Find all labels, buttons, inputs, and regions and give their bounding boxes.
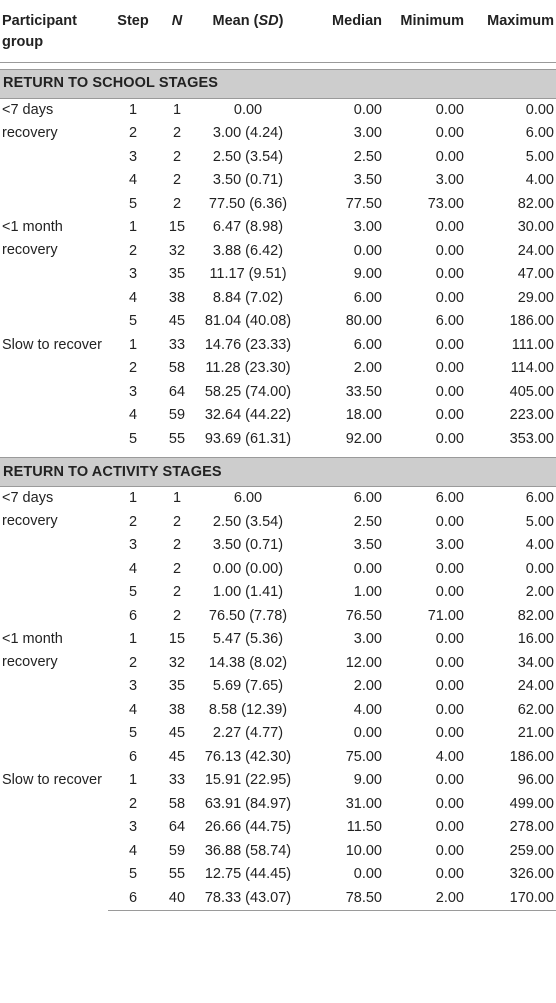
spacer-cell (0, 62, 556, 69)
minimum-cell: 0.00 (435, 842, 464, 859)
n-cell: 64 (168, 383, 186, 400)
median-cell: 76.50 (345, 607, 382, 624)
header-mean-close: ) (278, 13, 284, 29)
n-cell: 33 (168, 336, 186, 353)
median-cell: 0.00 (353, 101, 382, 118)
median-cell: 92.00 (345, 430, 382, 447)
n-cell: 33 (168, 772, 186, 789)
minimum-cell: 3.00 (435, 537, 464, 554)
mean-sd-cell: 5.69 (7.65) (212, 678, 284, 695)
median-cell: 11.50 (346, 819, 382, 836)
minimum-cell: 0.00 (435, 125, 464, 142)
mean-sd-cell: 6.47 (8.98) (212, 219, 284, 236)
n-cell: 2 (172, 560, 182, 577)
participant-group-cell: <1 month recovery (2, 631, 63, 670)
table-row (0, 769, 556, 793)
n-cell: 58 (168, 360, 186, 377)
mean-sd-cell: 12.75 (44.45) (204, 866, 292, 883)
median-cell: 3.00 (353, 125, 382, 142)
n-cell: 40 (158, 887, 196, 911)
table-row (0, 98, 556, 122)
minimum-cell: 0.00 (435, 430, 464, 447)
minimum-cell: 0.00 (435, 631, 464, 648)
median-cell: 2.00 (353, 678, 382, 695)
n-cell: 1 (172, 101, 182, 118)
mean-sd-cell: 93.69 (61.31) (204, 430, 292, 447)
mean-sd-cell: 5.47 (5.36) (212, 631, 284, 648)
table-row (0, 334, 556, 358)
participant-group-cell: <7 days recovery (2, 490, 58, 529)
n-cell: 2 (172, 148, 182, 165)
mean-sd-cell: 26.66 (44.75) (204, 819, 292, 836)
step-cell: 3 (128, 383, 138, 400)
step-cell: 2 (128, 125, 138, 142)
median-cell: 0.00 (353, 725, 382, 742)
maximum-cell: 24.00 (517, 242, 554, 259)
minimum-cell: 0.00 (435, 289, 464, 306)
header-n (158, 0, 196, 62)
minimum-cell: 73.00 (427, 195, 464, 212)
step-cell: 5 (128, 195, 138, 212)
median-cell: 9.00 (353, 772, 382, 789)
n-cell: 2 (172, 172, 182, 189)
median-cell: 3.50 (353, 537, 382, 554)
minimum-cell: 0.00 (435, 242, 464, 259)
maximum-cell: 5.00 (525, 148, 554, 165)
mean-sd-cell: 3.50 (0.71) (212, 172, 284, 189)
median-cell: 77.50 (345, 195, 382, 212)
median-cell: 4.00 (353, 701, 382, 718)
step-cell: 5 (128, 313, 138, 330)
maximum-cell: 259.00 (509, 842, 554, 859)
mean-sd-cell: 81.04 (40.08) (204, 313, 292, 330)
median-cell: 80.00 (345, 313, 382, 330)
maximum-cell: 0.00 (525, 101, 554, 118)
n-cell: 2 (172, 607, 182, 624)
median-cell: 0.00 (353, 242, 382, 259)
median-cell: 18.00 (345, 407, 382, 424)
maximum-cell: 34.00 (517, 654, 554, 671)
n-cell: 2 (172, 584, 182, 601)
minimum-cell: 0.00 (435, 360, 464, 377)
mean-sd-cell: 14.76 (23.33) (204, 336, 292, 353)
n-cell: 2 (172, 537, 182, 554)
mean-sd-cell: 63.91 (84.97) (204, 795, 292, 812)
minimum-cell: 0.00 (435, 383, 464, 400)
median-cell: 31.00 (345, 795, 382, 812)
mean-sd-cell: 11.17 (9.51) (209, 266, 287, 283)
header-mean-label: Mean ( (212, 13, 259, 29)
n-cell: 55 (168, 430, 186, 447)
mean-sd-cell: 8.58 (12.39) (208, 701, 288, 718)
step-cell: 3 (128, 148, 138, 165)
maximum-cell: 6.00 (525, 490, 554, 507)
maximum-cell: 16.00 (517, 631, 554, 648)
minimum-cell: 0.00 (435, 772, 464, 789)
n-cell: 32 (168, 242, 186, 259)
maximum-cell: 6.00 (525, 125, 554, 142)
header-step: Step (108, 0, 158, 62)
n-cell: 38 (168, 289, 186, 306)
step-cell: 1 (128, 219, 138, 236)
step-cell: 4 (128, 289, 138, 306)
header-participant-group: Participant group (0, 0, 108, 62)
section-header-row (0, 69, 556, 98)
mean-sd-cell: 32.64 (44.22) (204, 407, 292, 424)
minimum-cell: 0.00 (435, 266, 464, 283)
minimum-cell: 0.00 (435, 654, 464, 671)
minimum-cell: 0.00 (435, 336, 464, 353)
mean-sd-cell: 36.88 (58.74) (204, 842, 292, 859)
step-cell: 1 (128, 101, 138, 118)
header-n-label: N (171, 13, 183, 29)
minimum-cell: 0.00 (435, 101, 464, 118)
median-cell: 75.00 (345, 748, 382, 765)
step-cell: 3 (128, 678, 138, 695)
mean-sd-cell: 6.00 (233, 490, 263, 507)
mean-sd-cell: 2.27 (4.77) (212, 725, 284, 742)
header-median: Median (300, 0, 384, 62)
step-cell: 4 (128, 701, 138, 718)
header-minimum: Minimum (384, 0, 466, 62)
table-row (0, 216, 556, 240)
median-cell: 6.00 (353, 289, 382, 306)
maximum-cell: 2.00 (525, 584, 554, 601)
step-cell: 2 (128, 242, 138, 259)
median-cell: 78.50 (300, 887, 384, 911)
step-cell: 2 (128, 360, 138, 377)
participant-group-cell: Slow to recover (2, 772, 102, 788)
median-cell: 6.00 (353, 490, 382, 507)
minimum-cell: 0.00 (435, 407, 464, 424)
n-cell: 2 (172, 125, 182, 142)
step-cell: 4 (128, 407, 138, 424)
median-cell: 0.00 (353, 866, 382, 883)
step-cell: 1 (128, 631, 138, 648)
step-cell: 6 (128, 607, 138, 624)
maximum-cell: 186.00 (509, 748, 554, 765)
n-cell: 15 (168, 631, 186, 648)
step-cell: 6 (128, 748, 138, 765)
mean-sd-cell: 11.28 (23.30) (205, 360, 291, 377)
step-cell: 5 (128, 725, 138, 742)
step-cell: 2 (128, 654, 138, 671)
step-cell: 6 (108, 887, 158, 911)
mean-sd-cell: 0.00 (0.00) (212, 560, 284, 577)
mean-sd-cell: 14.38 (8.02) (208, 654, 288, 671)
table-body (0, 62, 556, 911)
step-cell: 2 (128, 513, 138, 530)
minimum-cell: 0.00 (435, 819, 464, 836)
section-title: RETURN TO ACTIVITY STAGES (0, 458, 556, 487)
n-cell: 58 (168, 795, 186, 812)
maximum-cell: 326.00 (509, 866, 554, 883)
n-cell: 45 (168, 725, 186, 742)
median-cell: 9.00 (353, 266, 382, 283)
maximum-cell: 114.00 (510, 360, 554, 377)
maximum-cell: 353.00 (509, 430, 554, 447)
step-cell: 1 (128, 772, 138, 789)
step-cell: 5 (128, 866, 138, 883)
table-header (0, 0, 556, 62)
minimum-cell: 0.00 (435, 701, 464, 718)
maximum-cell: 278.00 (509, 819, 554, 836)
mean-sd-cell: 77.50 (6.36) (208, 195, 288, 212)
n-cell: 45 (168, 748, 186, 765)
maximum-cell: 499.00 (509, 795, 554, 812)
n-cell: 55 (168, 866, 186, 883)
n-cell: 59 (168, 842, 186, 859)
mean-sd-cell: 3.00 (4.24) (212, 125, 284, 142)
step-cell: 3 (128, 266, 138, 283)
maximum-cell: 170.00 (466, 887, 556, 911)
maximum-cell: 0.00 (525, 560, 554, 577)
maximum-cell: 186.00 (509, 313, 554, 330)
participant-group-cell: <7 days recovery (2, 101, 58, 141)
minimum-cell: 6.00 (435, 490, 464, 507)
minimum-cell: 0.00 (435, 219, 464, 236)
n-cell: 64 (168, 819, 186, 836)
mean-sd-cell: 15.91 (22.95) (204, 772, 292, 789)
minimum-cell: 71.00 (427, 607, 464, 624)
mean-sd-cell: 1.00 (1.41) (212, 584, 284, 601)
step-cell: 2 (128, 795, 138, 812)
step-cell: 5 (128, 430, 138, 447)
n-cell: 15 (168, 219, 186, 236)
median-cell: 3.00 (353, 631, 382, 648)
mean-sd-cell: 2.50 (3.54) (212, 513, 284, 530)
mean-sd-cell: 58.25 (74.00) (204, 383, 292, 400)
median-cell: 10.00 (345, 842, 382, 859)
median-cell: 0.00 (353, 560, 382, 577)
minimum-cell: 0.00 (435, 584, 464, 601)
section-spacer (0, 62, 556, 69)
maximum-cell: 29.00 (517, 289, 554, 306)
maximum-cell: 24.00 (517, 678, 554, 695)
maximum-cell: 96.00 (517, 772, 554, 789)
step-cell: 1 (128, 490, 138, 507)
median-cell: 33.50 (345, 383, 382, 400)
n-cell: 38 (168, 701, 186, 718)
mean-sd-cell: 78.33 (43.07) (196, 887, 300, 911)
header-maximum: Maximum (466, 0, 556, 62)
header-mean-sd (196, 0, 300, 62)
median-cell: 12.00 (345, 654, 382, 671)
median-cell: 3.50 (353, 172, 382, 189)
maximum-cell: 30.00 (517, 219, 554, 236)
minimum-cell: 6.00 (435, 313, 464, 330)
table-row (0, 487, 556, 511)
n-cell: 45 (168, 313, 186, 330)
n-cell: 35 (168, 266, 186, 283)
n-cell: 35 (168, 678, 186, 695)
maximum-cell: 4.00 (525, 537, 554, 554)
n-cell: 2 (172, 195, 182, 212)
mean-sd-cell: 2.50 (3.54) (212, 148, 284, 165)
header-sd-label: SD (258, 13, 279, 29)
n-cell: 32 (168, 654, 186, 671)
maximum-cell: 82.00 (517, 607, 554, 624)
mean-sd-cell: 3.50 (0.71) (212, 537, 284, 554)
minimum-cell: 3.00 (435, 172, 464, 189)
mean-sd-cell: 8.84 (7.02) (212, 289, 284, 306)
step-cell: 4 (128, 560, 138, 577)
step-cell: 4 (128, 842, 138, 859)
maximum-cell: 111.00 (511, 336, 554, 353)
n-cell: 1 (172, 490, 182, 507)
minimum-cell: 0.00 (435, 513, 464, 530)
minimum-cell: 0.00 (435, 560, 464, 577)
participant-group-cell: Slow to recover (2, 336, 102, 353)
step-cell: 3 (128, 819, 138, 836)
participant-group-cell: <1 month recovery (2, 219, 63, 258)
mean-sd-cell: 76.13 (42.30) (204, 748, 292, 765)
minimum-cell: 0.00 (435, 795, 464, 812)
maximum-cell: 82.00 (517, 195, 554, 212)
step-cell: 1 (128, 336, 138, 353)
table-row (0, 628, 556, 652)
maximum-cell: 405.00 (509, 383, 554, 400)
maximum-cell: 4.00 (525, 172, 554, 189)
section-header-row (0, 458, 556, 487)
n-cell: 59 (168, 407, 186, 424)
maximum-cell: 223.00 (509, 407, 554, 424)
maximum-cell: 47.00 (517, 266, 554, 283)
median-cell: 6.00 (353, 336, 382, 353)
median-cell: 2.00 (353, 360, 382, 377)
minimum-cell: 0.00 (435, 866, 464, 883)
median-cell: 1.00 (353, 584, 382, 601)
step-cell: 4 (128, 172, 138, 189)
maximum-cell: 62.00 (517, 701, 554, 718)
median-cell: 2.50 (353, 513, 382, 530)
minimum-cell: 0.00 (435, 148, 464, 165)
step-cell: 3 (128, 537, 138, 554)
mean-sd-cell: 76.50 (7.78) (208, 607, 288, 624)
maximum-cell: 21.00 (517, 725, 554, 742)
median-cell: 2.50 (353, 148, 382, 165)
median-cell: 3.00 (353, 219, 382, 236)
minimum-cell: 4.00 (435, 748, 464, 765)
minimum-cell: 0.00 (435, 725, 464, 742)
mean-sd-cell: 0.00 (233, 101, 263, 118)
minimum-cell: 0.00 (435, 678, 464, 695)
maximum-cell: 5.00 (525, 513, 554, 530)
n-cell: 2 (172, 513, 182, 530)
step-cell: 5 (128, 584, 138, 601)
section-title: RETURN TO SCHOOL STAGES (0, 69, 556, 98)
minimum-cell: 2.00 (384, 887, 466, 911)
mean-sd-cell: 3.88 (6.42) (212, 242, 284, 259)
